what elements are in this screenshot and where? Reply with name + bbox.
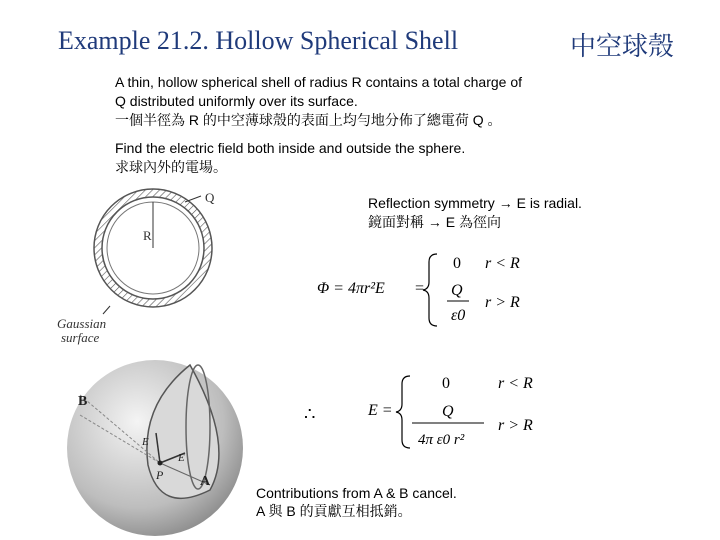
label-b: B xyxy=(78,394,88,409)
field-lhs: E = xyxy=(368,402,393,419)
label-p: P xyxy=(156,468,164,482)
conclusion-chinese: A 與 B 的貢獻互相抵銷。 xyxy=(256,503,412,519)
flux-case2-denominator: ε0 xyxy=(451,307,466,324)
flux-lhs: Φ = 4πr²E xyxy=(317,280,385,297)
sphere-cone-figure xyxy=(60,355,250,540)
symmetry-chinese: 鏡面對稱 → E 為徑向 xyxy=(368,214,502,230)
label-eb: E xyxy=(178,452,185,464)
flux-equation-graphic xyxy=(315,250,535,330)
field-case2-numerator: Q xyxy=(442,403,454,420)
flux-case1-condition: r < R xyxy=(485,255,520,272)
label-gaussian: Gaussian xyxy=(57,316,107,331)
slide-title-chinese: 中空球殼 xyxy=(570,32,675,62)
shell-figure-gaussian xyxy=(55,188,225,348)
label-q: Q xyxy=(205,190,215,205)
label-ea: E xyxy=(142,436,149,448)
conclusion-english: Contributions from A & B cancel. xyxy=(256,485,457,501)
problem-line-2: Q distributed uniformly over its surface. xyxy=(115,93,358,109)
flux-equation xyxy=(315,250,535,330)
label-surface: surface xyxy=(61,330,100,345)
field-equation xyxy=(300,372,550,454)
flux-brace xyxy=(423,254,437,326)
problem-line-5: 求球內外的電場。 xyxy=(115,159,227,175)
field-case1-condition: r < R xyxy=(498,375,533,392)
field-brace xyxy=(396,376,410,448)
problem-line-4: Find the electric field both inside and outside the sphere. xyxy=(115,140,466,156)
flux-case1-value: 0 xyxy=(453,255,461,272)
problem-line-3: 一個半徑為 R 的中空薄球殼的表面上均勻地分佈了總電荷 Q 。 xyxy=(115,112,502,128)
point-p xyxy=(158,461,163,466)
flux-equals: = xyxy=(415,280,425,297)
field-equation-graphic xyxy=(300,372,550,454)
field-case1-value: 0 xyxy=(442,375,450,392)
problem-line-1: A thin, hollow spherical shell of radius R contains a total charge of xyxy=(115,74,523,90)
gaussian-pointer xyxy=(103,306,110,314)
label-r: R xyxy=(143,228,152,243)
flux-case2-condition: r > R xyxy=(485,294,520,311)
therefore-symbol: ∴ xyxy=(304,404,316,424)
charge-pointer xyxy=(185,196,201,202)
symmetry-english: Reflection symmetry → E is radial. xyxy=(368,195,582,211)
flux-case2-numerator: Q xyxy=(451,282,463,299)
label-a: A xyxy=(200,474,211,489)
slide-title: Example 21.2. Hollow Spherical Shell xyxy=(58,26,459,55)
field-case2-condition: r > R xyxy=(498,417,533,434)
field-case2-denominator: 4π ε0 r² xyxy=(418,432,465,448)
